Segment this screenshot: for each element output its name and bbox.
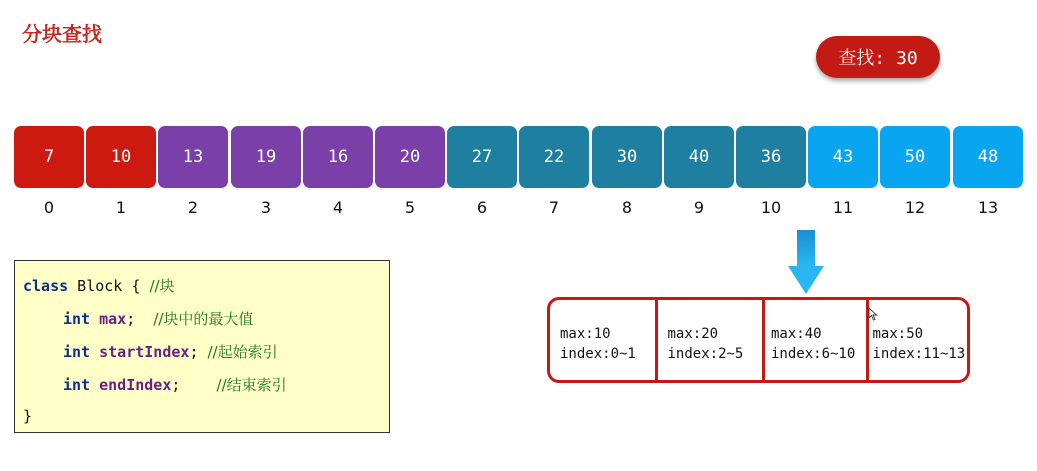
block-index-table xyxy=(547,297,970,383)
array-cell: 27 xyxy=(447,126,517,188)
code-comment: //结束索引 xyxy=(216,376,287,394)
block-entry xyxy=(550,300,658,380)
array-index-label: 3 xyxy=(260,198,272,217)
block-max-label: max:40 xyxy=(771,326,822,342)
array-index-label: 7 xyxy=(548,198,560,217)
code-line-max xyxy=(63,308,253,329)
array-index-label: 0 xyxy=(43,198,55,217)
array-cell: 36 xyxy=(736,126,806,188)
block-entry xyxy=(765,300,869,380)
array-index-label: 5 xyxy=(404,198,416,217)
code-comment: //起始索引 xyxy=(207,343,278,361)
code-field: startIndex xyxy=(99,343,190,361)
code-keyword: int xyxy=(63,343,91,361)
block-entry xyxy=(869,300,968,380)
array-cell: 10 xyxy=(86,126,156,188)
array-cell: 16 xyxy=(303,126,373,188)
code-field: endIndex xyxy=(99,376,172,394)
code-comment: //块 xyxy=(149,277,175,295)
array-index-label: 13 xyxy=(977,198,999,217)
code-text: ; xyxy=(171,376,217,394)
array-cell: 19 xyxy=(231,126,301,188)
code-comment: //块中的最大值 xyxy=(153,310,254,328)
array-index-label: 8 xyxy=(621,198,633,217)
code-keyword: class xyxy=(23,277,69,295)
code-line-end-index xyxy=(63,374,287,395)
block-range-label: index:11~13 xyxy=(872,346,966,362)
page-title: 分块查找 xyxy=(22,22,102,46)
array-index-label: 12 xyxy=(904,198,926,217)
array-index-label: 11 xyxy=(832,198,854,217)
code-keyword: int xyxy=(63,376,91,394)
code-text: Block { xyxy=(68,277,150,295)
block-max-label: max:10 xyxy=(560,326,611,342)
array-index-label: 9 xyxy=(693,198,705,217)
array-index-label: 2 xyxy=(187,198,199,217)
block-range-label: index:6~10 xyxy=(771,346,856,362)
code-line-class xyxy=(23,275,175,296)
array-cell: 43 xyxy=(808,126,878,188)
code-line-close: } xyxy=(23,407,33,425)
array-cell: 48 xyxy=(953,126,1023,188)
code-line-start-index xyxy=(63,341,278,362)
block-range-label: index:0~1 xyxy=(560,346,636,362)
array-cell: 30 xyxy=(592,126,662,188)
search-target-badge: 查找: 30 xyxy=(816,36,940,78)
block-entry xyxy=(658,300,766,380)
code-text: ; xyxy=(126,310,154,328)
array-cell: 13 xyxy=(158,126,228,188)
array-index-label: 6 xyxy=(476,198,488,217)
block-max-label: max:20 xyxy=(667,326,719,342)
down-arrow-icon xyxy=(788,230,824,296)
array-cell: 22 xyxy=(519,126,589,188)
array-cell: 20 xyxy=(375,126,445,188)
code-text: ; xyxy=(189,343,208,361)
array-index-label: 10 xyxy=(760,198,782,217)
code-keyword: int xyxy=(63,310,91,328)
array-index-label: 4 xyxy=(332,198,344,217)
array-cell: 40 xyxy=(664,126,734,188)
mouse-cursor-icon xyxy=(868,307,878,321)
block-range-label: index:2~5 xyxy=(667,346,744,362)
array-cell: 50 xyxy=(880,126,950,188)
code-field: max xyxy=(99,310,127,328)
array-index-label: 1 xyxy=(115,198,127,217)
block-max-label: max:50 xyxy=(872,326,924,342)
code-block xyxy=(14,260,390,433)
array-cell: 7 xyxy=(14,126,84,188)
